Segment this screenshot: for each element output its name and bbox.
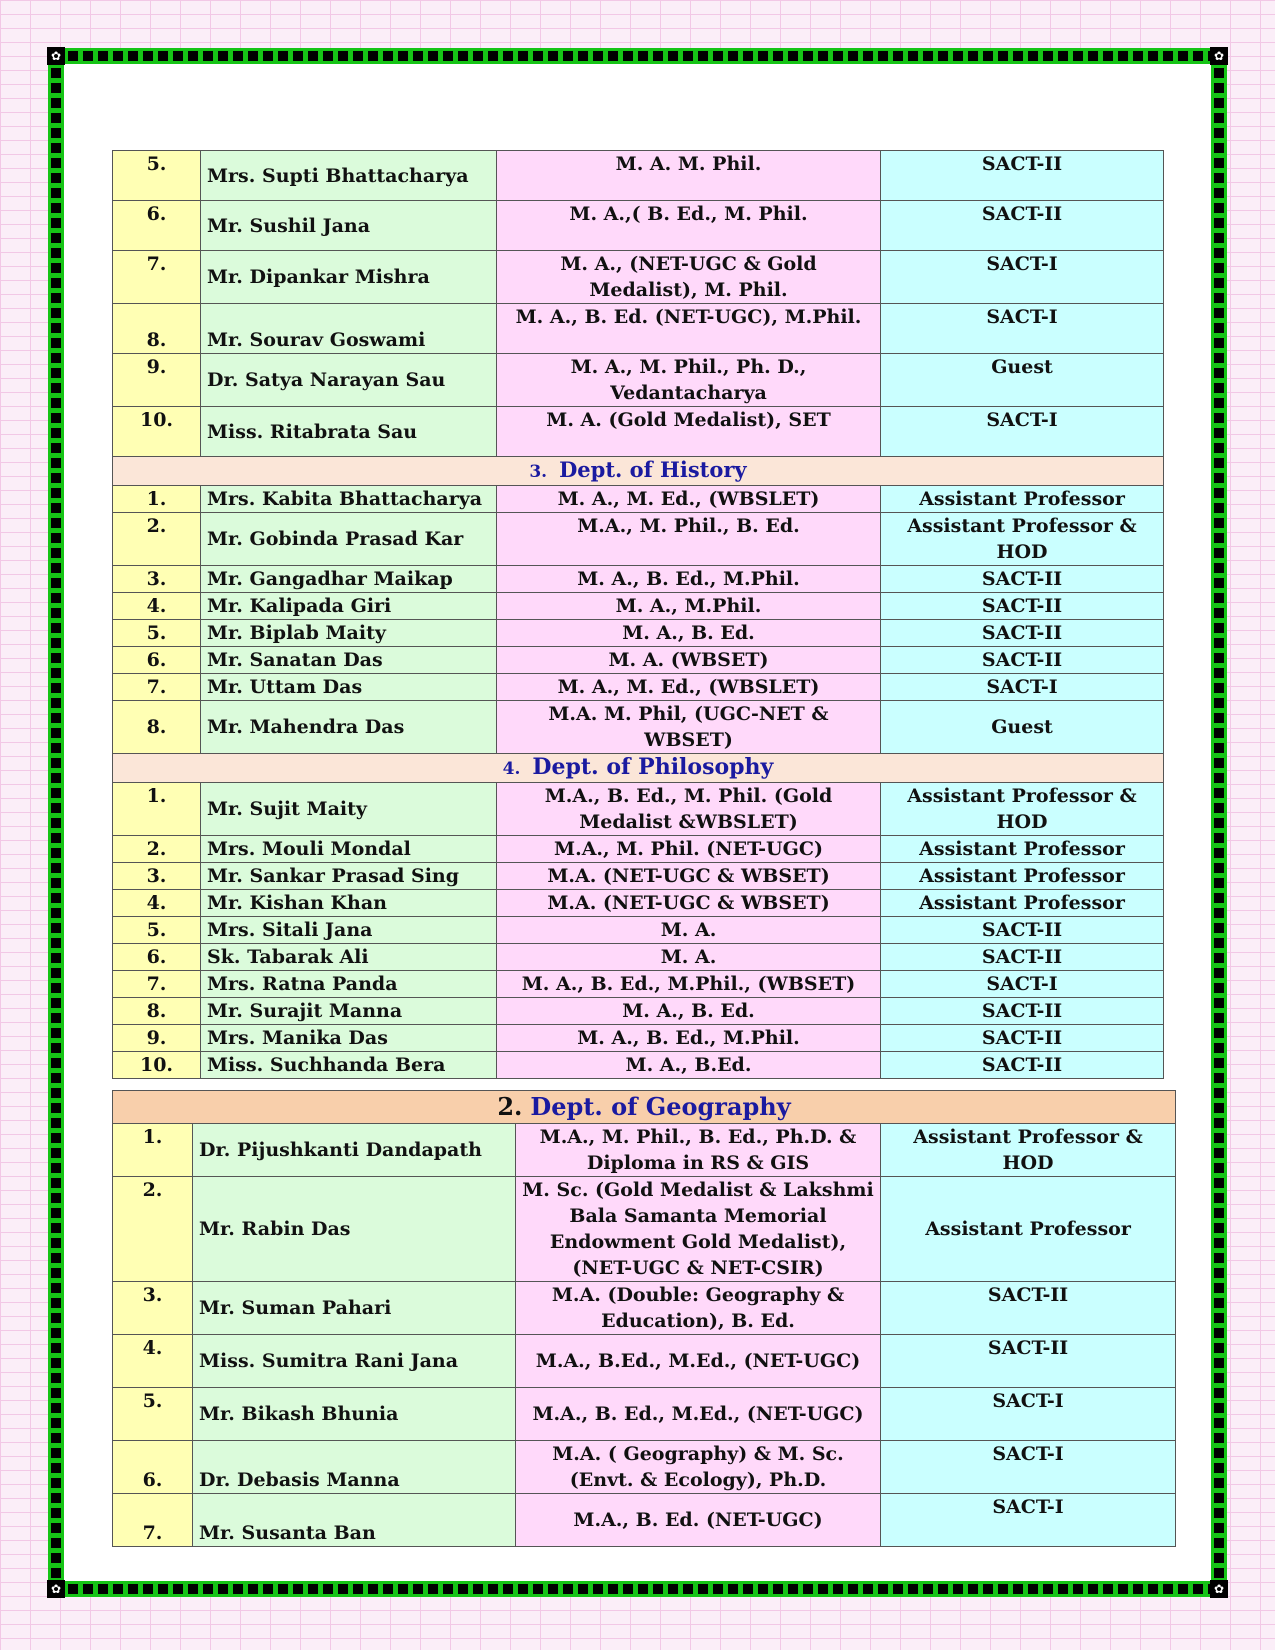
dept-header-geography	[113, 1091, 1176, 1124]
name-cell: Mrs. Kabita Bhattacharya	[201, 486, 497, 513]
name-cell: Mr. Sanatan Das	[201, 647, 497, 674]
table-row	[113, 1052, 1164, 1079]
name-cell: Sk. Tabarak Ali	[201, 944, 497, 971]
serial-cell: 7.	[113, 251, 201, 304]
border-right	[1211, 48, 1227, 1597]
table-row	[113, 354, 1164, 407]
designation-cell: Assistant Professor & HOD	[881, 513, 1164, 566]
qualification-cell: M. A., B. Ed., M.Phil.	[497, 566, 881, 593]
serial-cell: 6.	[113, 1441, 193, 1494]
qualification-cell: M. A.	[497, 944, 881, 971]
qualification-cell: M. A.	[497, 917, 881, 944]
qualification-cell: M. A., M. Phil., Ph. D., Vedantacharya	[497, 354, 881, 407]
serial-cell: 1.	[113, 1124, 193, 1177]
name-cell: Mr. Biplab Maity	[201, 620, 497, 647]
serial-cell: 6.	[113, 201, 201, 251]
qualification-cell: M.A., B. Ed., M. Phil. (Gold Medalist &WBSLET)	[497, 783, 881, 836]
serial-cell: 2.	[113, 836, 201, 863]
table-row	[113, 863, 1164, 890]
qualification-cell: M. A., B. Ed. (NET-UGC), M.Phil.	[497, 304, 881, 354]
corner-ornament-icon: ✿	[47, 47, 65, 65]
corner-ornament-icon: ✿	[1210, 47, 1228, 65]
faculty-table-upper	[112, 150, 1164, 1079]
designation-cell: Guest	[881, 701, 1164, 754]
serial-cell: 5.	[113, 917, 201, 944]
dept-number: 4.	[502, 759, 521, 779]
table-row	[113, 251, 1164, 304]
designation-cell: SACT-I	[881, 1494, 1176, 1547]
serial-cell: 8.	[113, 701, 201, 754]
serial-cell: 9.	[113, 354, 201, 407]
designation-cell: SACT-II	[881, 1025, 1164, 1052]
table-row	[113, 944, 1164, 971]
designation-cell: Assistant Professor	[881, 890, 1164, 917]
table-row	[113, 998, 1164, 1025]
qualification-cell: M. A. M. Phil.	[497, 151, 881, 201]
designation-cell: SACT-II	[881, 566, 1164, 593]
table-row	[113, 783, 1164, 836]
name-cell: Mr. Mahendra Das	[201, 701, 497, 754]
qualification-cell: M. A., M. Ed., (WBSLET)	[497, 486, 881, 513]
serial-cell: 10.	[113, 407, 201, 457]
table-row	[113, 1177, 1176, 1282]
border-bottom	[48, 1581, 1227, 1597]
dept-number: 2.	[497, 1092, 523, 1121]
table-row	[113, 647, 1164, 674]
name-cell: Mr. Sourav Goswami	[201, 304, 497, 354]
qualification-cell: M. A.,( B. Ed., M. Phil.	[497, 201, 881, 251]
name-cell: Mr. Bikash Bhunia	[193, 1388, 516, 1441]
serial-cell: 7.	[113, 971, 201, 998]
designation-cell: SACT-I	[881, 971, 1164, 998]
serial-cell: 8.	[113, 304, 201, 354]
serial-cell: 5.	[113, 620, 201, 647]
qualification-cell: M. A., B. Ed.	[497, 620, 881, 647]
name-cell: Mr. Kalipada Giri	[201, 593, 497, 620]
qualification-cell: M.A., B. Ed. (NET-UGC)	[516, 1494, 881, 1547]
name-cell: Mr. Rabin Das	[193, 1177, 516, 1282]
qualification-cell: M. A., B. Ed.	[497, 998, 881, 1025]
qualification-cell: M. Sc. (Gold Medalist & Lakshmi Bala Samanta Memorial Endowment Gold Medalist), (NET-UGC & NET-CSIR)	[516, 1177, 881, 1282]
dept-header-philosophy	[113, 754, 1164, 783]
designation-cell: Assistant Professor	[881, 1177, 1176, 1282]
designation-cell: Assistant Professor & HOD	[881, 783, 1164, 836]
table-row	[113, 566, 1164, 593]
designation-cell: SACT-II	[881, 593, 1164, 620]
serial-cell: 5.	[113, 151, 201, 201]
qualification-cell: M.A. M. Phil, (UGC-NET & WBSET)	[497, 701, 881, 754]
qualification-cell: M.A., M. Phil., B. Ed., Ph.D. & Diploma in RS & GIS	[516, 1124, 881, 1177]
serial-cell: 6.	[113, 944, 201, 971]
designation-cell: SACT-I	[881, 674, 1164, 701]
qualification-cell: M. A., M. Ed., (WBSLET)	[497, 674, 881, 701]
designation-cell: SACT-II	[881, 201, 1164, 251]
serial-cell: 4.	[113, 890, 201, 917]
dept-title: Dept. of Geography	[530, 1092, 791, 1121]
name-cell: Mrs. Mouli Mondal	[201, 836, 497, 863]
designation-cell: SACT-II	[881, 1282, 1176, 1335]
designation-cell: SACT-I	[881, 1441, 1176, 1494]
qualification-cell: M. A., B. Ed., M.Phil., (WBSET)	[497, 971, 881, 998]
table-row	[113, 513, 1164, 566]
table-row	[113, 620, 1164, 647]
name-cell: Mrs. Sitali Jana	[201, 917, 497, 944]
serial-cell: 2.	[113, 1177, 193, 1282]
designation-cell: SACT-II	[881, 917, 1164, 944]
name-cell: Mr. Suman Pahari	[193, 1282, 516, 1335]
name-cell: Miss. Ritabrata Sau	[201, 407, 497, 457]
dept-number: 3.	[529, 462, 548, 482]
name-cell: Mr. Sujit Maity	[201, 783, 497, 836]
designation-cell: SACT-I	[881, 1388, 1176, 1441]
table-row	[113, 1494, 1176, 1547]
table-row	[113, 1124, 1176, 1177]
qualification-cell: M.A. (Double: Geography & Education), B. Ed.	[516, 1282, 881, 1335]
serial-cell: 6.	[113, 647, 201, 674]
table-row	[113, 486, 1164, 513]
name-cell: Dr. Pijushkanti Dandapath	[193, 1124, 516, 1177]
qualification-cell: M.A., M. Phil., B. Ed.	[497, 513, 881, 566]
table-row	[113, 701, 1164, 754]
designation-cell: SACT-I	[881, 407, 1164, 457]
serial-cell: 3.	[113, 863, 201, 890]
designation-cell: SACT-I	[881, 304, 1164, 354]
qualification-cell: M.A. ( Geography) & M. Sc. (Envt. & Ecology), Ph.D.	[516, 1441, 881, 1494]
designation-cell: SACT-I	[881, 251, 1164, 304]
name-cell: Mr. Kishan Khan	[201, 890, 497, 917]
name-cell: Dr. Satya Narayan Sau	[201, 354, 497, 407]
qualification-cell: M. A., B.Ed.	[497, 1052, 881, 1079]
designation-cell: SACT-II	[881, 998, 1164, 1025]
qualification-cell: M.A., M. Phil. (NET-UGC)	[497, 836, 881, 863]
table-row	[113, 304, 1164, 354]
designation-cell: Guest	[881, 354, 1164, 407]
qualification-cell: M. A., M.Phil.	[497, 593, 881, 620]
name-cell: Mr. Sankar Prasad Sing	[201, 863, 497, 890]
qualification-cell: M.A., B.Ed., M.Ed., (NET-UGC)	[516, 1335, 881, 1388]
serial-cell: 1.	[113, 486, 201, 513]
serial-cell: 8.	[113, 998, 201, 1025]
name-cell: Mr. Dipankar Mishra	[201, 251, 497, 304]
name-cell: Miss. Sumitra Rani Jana	[193, 1335, 516, 1388]
serial-cell: 3.	[113, 1282, 193, 1335]
serial-cell: 1.	[113, 783, 201, 836]
serial-cell: 10.	[113, 1052, 201, 1079]
qualification-cell: M.A., B. Ed., M.Ed., (NET-UGC)	[516, 1388, 881, 1441]
corner-ornament-icon: ✿	[47, 1580, 65, 1598]
table-row	[113, 201, 1164, 251]
border-left	[48, 48, 64, 1597]
designation-cell: SACT-II	[881, 620, 1164, 647]
name-cell: Mr. Susanta Ban	[193, 1494, 516, 1547]
qualification-cell: M. A., (NET-UGC & Gold Medalist), M. Phil.	[497, 251, 881, 304]
faculty-table-geography	[112, 1090, 1176, 1547]
designation-cell: Assistant Professor	[881, 863, 1164, 890]
qualification-cell: M.A. (NET-UGC & WBSET)	[497, 890, 881, 917]
dept-title: Dept. of History	[559, 457, 747, 482]
serial-cell: 4.	[113, 593, 201, 620]
name-cell: Miss. Suchhanda Bera	[201, 1052, 497, 1079]
dept-title: Dept. of Philosophy	[532, 754, 774, 780]
name-cell: Mr. Gangadhar Maikap	[201, 566, 497, 593]
table-row	[113, 1282, 1176, 1335]
dept-header-history	[113, 457, 1164, 486]
border-top	[48, 48, 1227, 64]
table-row	[113, 1388, 1176, 1441]
serial-cell: 9.	[113, 1025, 201, 1052]
name-cell: Mr. Sushil Jana	[201, 201, 497, 251]
corner-ornament-icon: ✿	[1210, 1580, 1228, 1598]
table-row	[113, 836, 1164, 863]
table-row	[113, 1441, 1176, 1494]
serial-cell: 2.	[113, 513, 201, 566]
qualification-cell: M. A., B. Ed., M.Phil.	[497, 1025, 881, 1052]
name-cell: Mr. Gobinda Prasad Kar	[201, 513, 497, 566]
name-cell: Mr. Surajit Manna	[201, 998, 497, 1025]
designation-cell: SACT-II	[881, 944, 1164, 971]
qualification-cell: M. A. (WBSET)	[497, 647, 881, 674]
name-cell: Dr. Debasis Manna	[193, 1441, 516, 1494]
name-cell: Mr. Uttam Das	[201, 674, 497, 701]
designation-cell: Assistant Professor	[881, 836, 1164, 863]
designation-cell: SACT-II	[881, 647, 1164, 674]
designation-cell: Assistant Professor & HOD	[881, 1124, 1176, 1177]
table-row	[113, 593, 1164, 620]
designation-cell: SACT-II	[881, 1052, 1164, 1079]
table-row	[113, 1025, 1164, 1052]
designation-cell: Assistant Professor	[881, 486, 1164, 513]
designation-cell: SACT-II	[881, 151, 1164, 201]
name-cell: Mrs. Supti Bhattacharya	[201, 151, 497, 201]
table-row	[113, 1335, 1176, 1388]
table-row	[113, 971, 1164, 998]
serial-cell: 7.	[113, 1494, 193, 1547]
qualification-cell: M. A. (Gold Medalist), SET	[497, 407, 881, 457]
serial-cell: 7.	[113, 674, 201, 701]
qualification-cell: M.A. (NET-UGC & WBSET)	[497, 863, 881, 890]
serial-cell: 5.	[113, 1388, 193, 1441]
name-cell: Mrs. Ratna Panda	[201, 971, 497, 998]
designation-cell: SACT-II	[881, 1335, 1176, 1388]
table-row	[113, 674, 1164, 701]
name-cell: Mrs. Manika Das	[201, 1025, 497, 1052]
serial-cell: 3.	[113, 566, 201, 593]
serial-cell: 4.	[113, 1335, 193, 1388]
table-row	[113, 151, 1164, 201]
table-row	[113, 917, 1164, 944]
table-row	[113, 407, 1164, 457]
table-row	[113, 890, 1164, 917]
